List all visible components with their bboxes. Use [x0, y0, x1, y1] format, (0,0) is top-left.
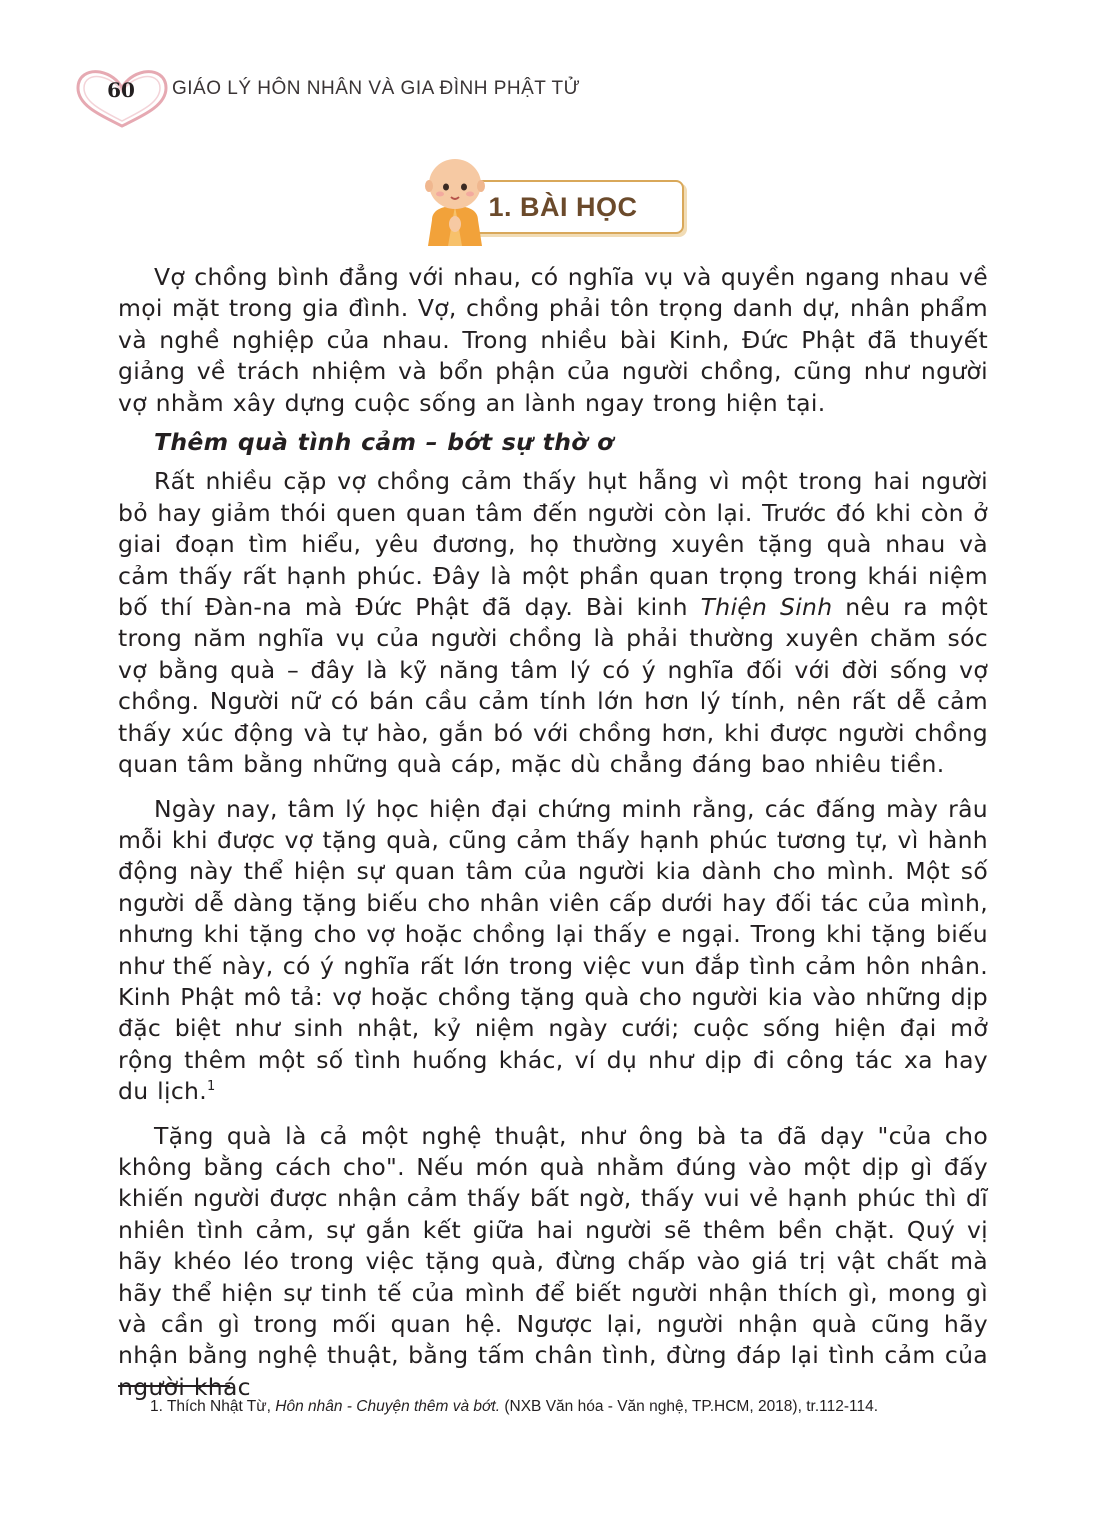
footnote-author: 1. Thích Nhật Từ,	[150, 1398, 271, 1415]
subheading: Thêm quà tình cảm – bớt sự thờ ơ	[154, 428, 614, 457]
footnote-ref[interactable]: 1	[207, 1079, 216, 1095]
paragraph-2-part-a: Rất nhiều cặp vợ chồng cảm thấy hụt hẫng vì một trong hai người bỏ hay giảm thói quen quan tâm đến người còn lại. Trước đó khi còn ở giai đoạn tìm hiểu, yêu đương, họ thường xuyên tặng quà nhau và cảm thấy rất hạnh phúc. Đây là một phần quan trọng trong khái niệm bố thí Đàn-na mà Đức Phật đã dạy. Bài kinh	[118, 467, 988, 622]
paragraph-2-part-b: nêu ra một trong năm nghĩa vụ của người chồng là phải thường xuyên chăm sóc vợ bằng quà – đây là kỹ năng tâm lý có ý nghĩa đối với đời sống vợ chồng. Người nữ có bán cầu cảm tính lớn hơn lý tính, nên rất dễ cảm thấy xúc động và tự hào, gắn bó với chồng hơn, khi được người chồng quan tâm bằng những quà cáp, mặc dù chẳng đáng bao nhiêu tiền.	[118, 593, 989, 779]
footnote-work-title: Hôn nhân - Chuyện thêm và bớt.	[275, 1398, 501, 1415]
footnote-1	[118, 1394, 988, 1419]
page-number: 60	[107, 78, 135, 102]
book-title: GIÁO LÝ HÔN NHÂN VÀ GIA ĐÌNH PHẬT TỬ	[172, 78, 581, 99]
body-text	[118, 262, 988, 1403]
paragraph-2	[118, 466, 988, 780]
footnote-divider	[118, 1385, 230, 1387]
page-header	[72, 66, 1032, 130]
paragraph-3	[118, 794, 988, 1108]
lesson-title: 1. BÀI HỌC	[488, 192, 638, 222]
paragraph-4: Tặng quà là cả một nghệ thuật, như ông bà ta đã dạy "của cho không bằng cách cho". Nếu món quà nhằm đúng vào một dịp gì đấy khiến người được nhận cảm thấy bất ngờ, thấy vui vẻ hạnh phúc thì dĩ nhiên tình cảm, sự gắn kết giữa hai người sẽ thêm bền chặt. Quý vị hãy khéo léo trong việc tặng quà, đừng chấp vào giá trị vật chất mà hãy thể hiện sự tinh tế của mình để biết người nhận thích gì, mong gì và cần gì trong mối quan hệ. Ngược lại, người nhận quà cũng hãy nhận bằng nghệ thuật, bằng tấm chân tình, đừng đáp lại tình cảm của người khác	[118, 1121, 988, 1401]
footnote-publisher: (NXB Văn hóa - Văn nghệ, TP.HCM, 2018), tr.112-114.	[504, 1398, 879, 1415]
paragraph-3-text: Ngày nay, tâm lý học hiện đại chứng minh rằng, các đấng mày râu mỗi khi được vợ tặng quà, cũng cảm thấy hạnh phúc tương tự, vì hành động này thể hiện sự quan tâm của người kia dành cho mình. Một số người dễ dàng tặng biếu cho nhân viên cấp dưới hay đối tác của mình, nhưng khi tặng cho vợ hoặc chồng lại thấy e ngại. Trong khi tặng biếu như thế này, có ý nghĩa rất lớn trong việc vun đắp tình cảm hôn nhân. Kinh Phật mô tả: vợ hoặc chồng tặng quà cho người kia vào những dịp đặc biệt như sinh nhật, kỷ niệm ngày cưới; cuộc sống hiện đại mở rộng thêm một số tình huống khác, ví dụ như dịp đi công tác xa hay du lịch.	[118, 794, 988, 1106]
paragraph-1: Vợ chồng bình đẳng với nhau, có nghĩa vụ và quyền ngang nhau về mọi mặt trong gia đình. Vợ, chồng phải tôn trọng danh dự, nhân phẩm và nghề nghiệp của nhau. Trong nhiều bài Kinh, Đức Phật đã thuyết giảng về trách nhiệm và bổn phận của người chồng, cũng như người vợ nhằm xây dựng cuộc sống an lành ngay trong hiện tại.	[118, 263, 988, 417]
monk-mascot-icon	[418, 154, 492, 250]
lesson-heading	[418, 154, 688, 254]
footnote	[118, 1394, 988, 1419]
sutra-name: Thiện Sinh	[700, 593, 833, 622]
